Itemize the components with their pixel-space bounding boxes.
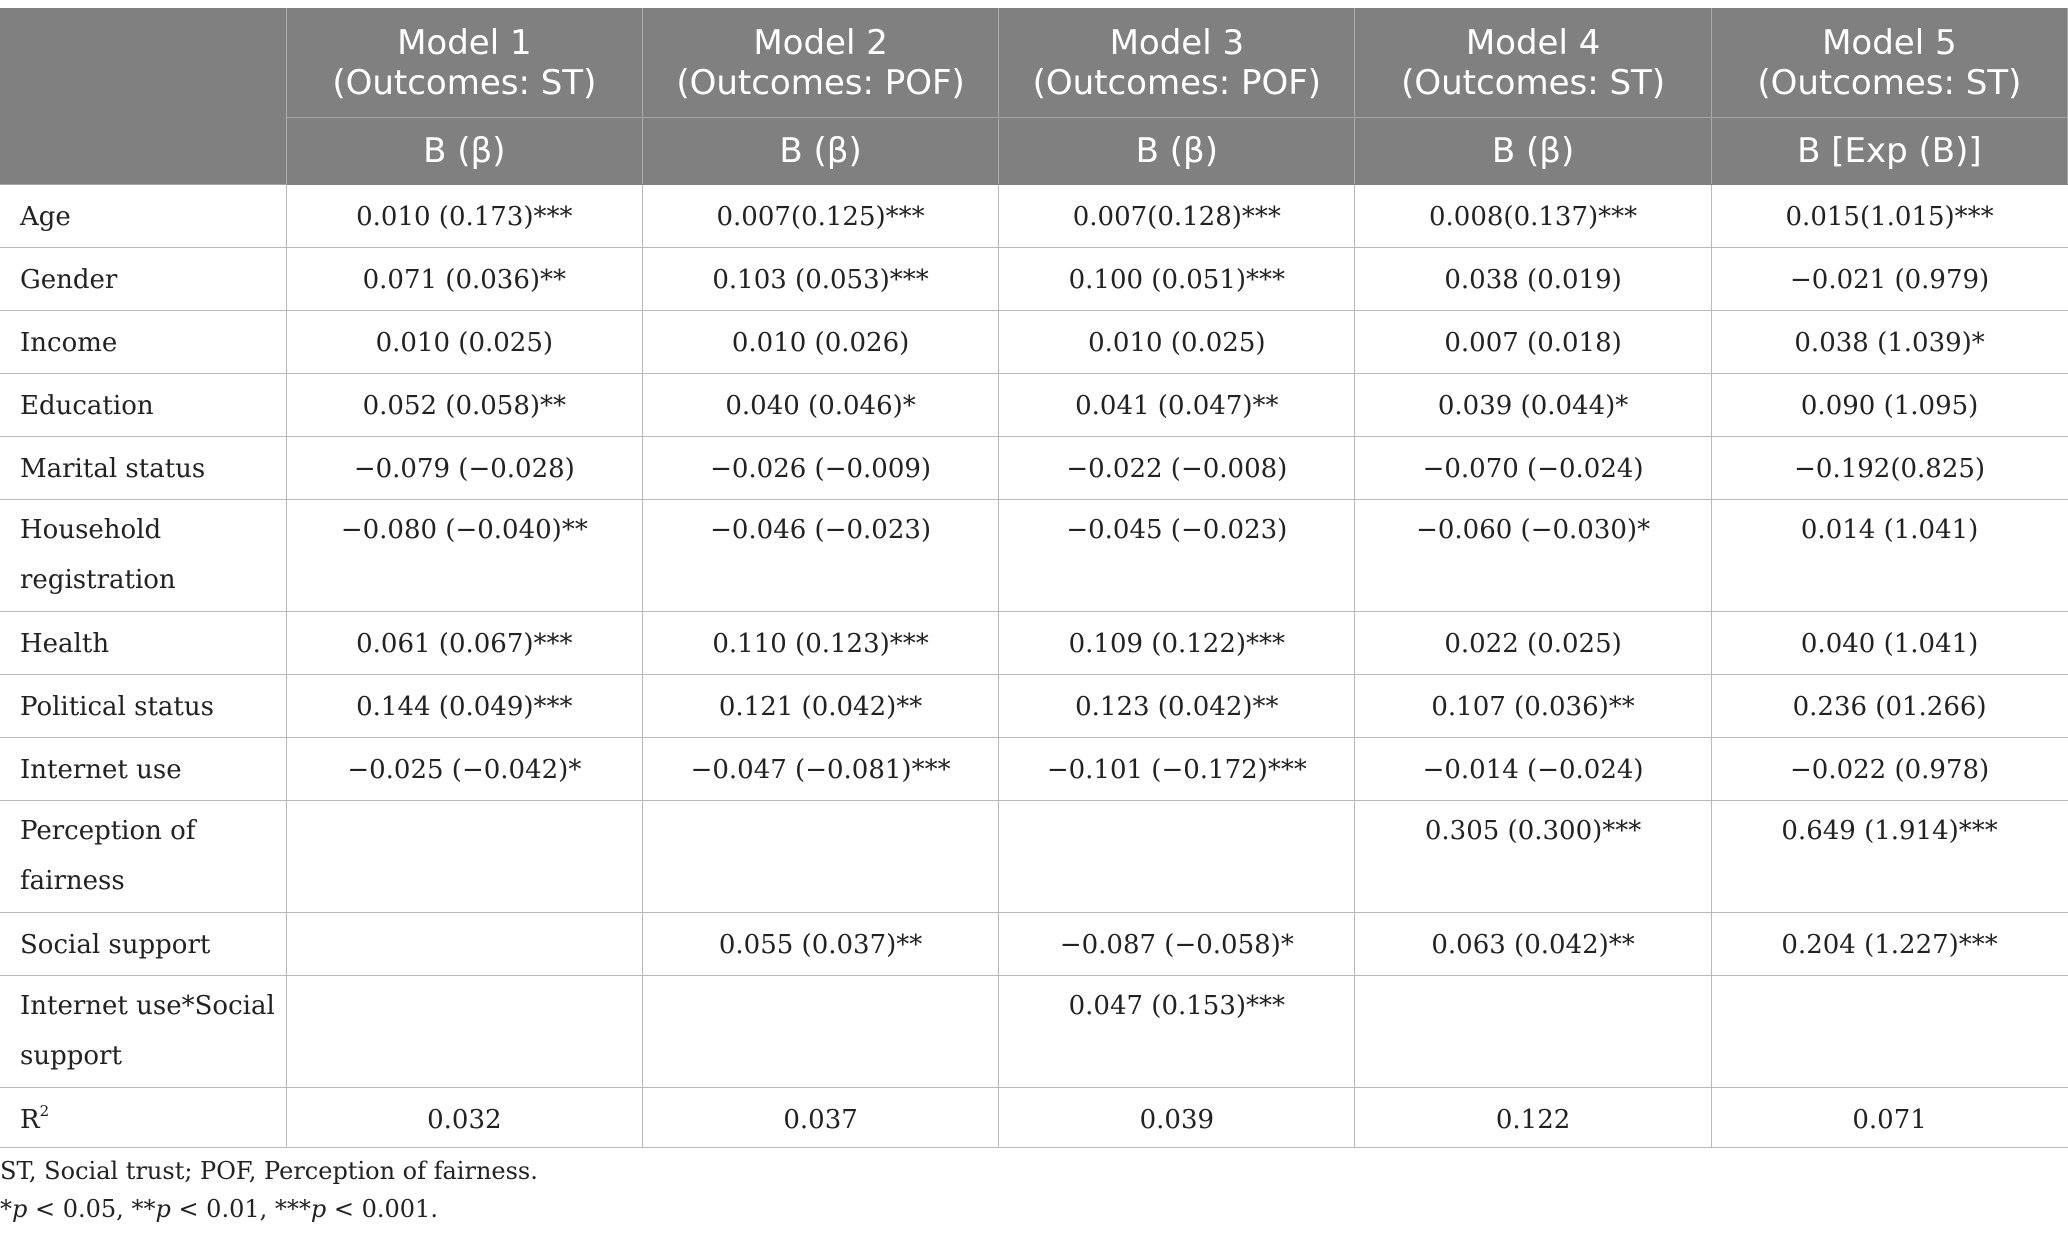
table-cell: −0.025 (−0.042)* xyxy=(286,738,642,801)
row-label: Marital status xyxy=(0,437,286,500)
table-cell: 0.007 (0.018) xyxy=(1355,311,1711,374)
table-cell: 0.123 (0.042)** xyxy=(999,675,1355,738)
table-cell: −0.080 (−0.040)** xyxy=(286,500,642,612)
table-footnotes xyxy=(0,1152,538,1228)
table-cell: 0.144 (0.049)*** xyxy=(286,675,642,738)
table-cell: 0.008(0.137)*** xyxy=(1355,185,1711,248)
table-row xyxy=(0,675,2068,738)
table-cell: −0.022 (−0.008) xyxy=(999,437,1355,500)
table-cell: 0.109 (0.122)*** xyxy=(999,612,1355,675)
row-label: Internet use xyxy=(0,738,286,801)
table-cell: −0.045 (−0.023) xyxy=(999,500,1355,612)
table-cell: −0.060 (−0.030)* xyxy=(1355,500,1711,612)
table-row xyxy=(0,738,2068,801)
header-coef-4: B (β) xyxy=(1355,118,1711,185)
regression-table xyxy=(0,8,2068,1148)
header-model-5 xyxy=(1711,8,2067,118)
table-cell: 0.055 (0.037)** xyxy=(642,913,998,976)
table-body xyxy=(0,185,2068,1148)
table-cell: −0.087 (−0.058)* xyxy=(999,913,1355,976)
row-label: Political status xyxy=(0,675,286,738)
table-cell: 0.022 (0.025) xyxy=(1355,612,1711,675)
header-coef-3: B (β) xyxy=(999,118,1355,185)
table-row-r-squared xyxy=(0,1088,2068,1148)
superscript: 2 xyxy=(39,1102,50,1121)
row-label: Perception of fairness xyxy=(0,801,286,913)
table-row xyxy=(0,801,2068,913)
row-label: Income xyxy=(0,311,286,374)
table-cell: 0.038 (1.039)* xyxy=(1711,311,2067,374)
table-cell xyxy=(286,976,642,1088)
header-corner-cell xyxy=(0,8,286,185)
header-model-4 xyxy=(1355,8,1711,118)
table-cell: 0.100 (0.051)*** xyxy=(999,248,1355,311)
table-cell: −0.079 (−0.028) xyxy=(286,437,642,500)
table-header xyxy=(0,8,2068,185)
table-cell: 0.236 (01.266) xyxy=(1711,675,2067,738)
model-name: Model 1 xyxy=(397,22,532,63)
header-coef-1: B (β) xyxy=(286,118,642,185)
table-cell: 0.040 (0.046)* xyxy=(642,374,998,437)
footnote-abbreviations: ST, Social trust; POF, Perception of fairness. xyxy=(0,1157,538,1185)
table-row xyxy=(0,500,2068,612)
table-cell: −0.014 (−0.024) xyxy=(1355,738,1711,801)
table-cell: 0.110 (0.123)*** xyxy=(642,612,998,675)
table-cell: 0.014 (1.041) xyxy=(1711,500,2067,612)
table-cell: 0.040 (1.041) xyxy=(1711,612,2067,675)
table-cell: 0.010 (0.025) xyxy=(286,311,642,374)
table-cell: 0.122 xyxy=(1355,1088,1711,1148)
table-cell: 0.305 (0.300)*** xyxy=(1355,801,1711,913)
table-cell: 0.052 (0.058)** xyxy=(286,374,642,437)
table-cell xyxy=(1711,976,2067,1088)
table-cell: 0.038 (0.019) xyxy=(1355,248,1711,311)
row-label: Social support xyxy=(0,913,286,976)
model-name: Model 3 xyxy=(1109,22,1245,63)
row-label: Gender xyxy=(0,248,286,311)
header-model-2 xyxy=(642,8,998,118)
table-cell: 0.061 (0.067)*** xyxy=(286,612,642,675)
header-model-3 xyxy=(999,8,1355,118)
model-outcome: (Outcomes: ST) xyxy=(332,62,597,103)
table-cell: 0.121 (0.042)** xyxy=(642,675,998,738)
table-cell: 0.007(0.128)*** xyxy=(999,185,1355,248)
table-cell xyxy=(642,976,998,1088)
table-cell: 0.204 (1.227)*** xyxy=(1711,913,2067,976)
table-cell: 0.071 xyxy=(1711,1088,2067,1148)
table-cell: 0.041 (0.047)** xyxy=(999,374,1355,437)
table-cell: −0.021 (0.979) xyxy=(1711,248,2067,311)
header-coef-5: B [Exp (B)] xyxy=(1711,118,2067,185)
header-model-1 xyxy=(286,8,642,118)
table-cell: 0.015(1.015)*** xyxy=(1711,185,2067,248)
table-cell: 0.007(0.125)*** xyxy=(642,185,998,248)
row-label: Household registration xyxy=(0,500,286,612)
table-cell: −0.026 (−0.009) xyxy=(642,437,998,500)
model-outcome: (Outcomes: ST) xyxy=(1401,62,1666,103)
table-row xyxy=(0,976,2068,1088)
model-name: Model 4 xyxy=(1465,22,1601,63)
table-cell xyxy=(286,801,642,913)
row-label: Age xyxy=(0,185,286,248)
table-cell: −0.101 (−0.172)*** xyxy=(999,738,1355,801)
table-cell: 0.649 (1.914)*** xyxy=(1711,801,2067,913)
header-coef-2: B (β) xyxy=(642,118,998,185)
table-cell: 0.090 (1.095) xyxy=(1711,374,2067,437)
table-cell xyxy=(642,801,998,913)
table-cell: 0.010 (0.025) xyxy=(999,311,1355,374)
model-name: Model 5 xyxy=(1822,22,1957,63)
table-cell: −0.022 (0.978) xyxy=(1711,738,2067,801)
table-row xyxy=(0,311,2068,374)
table-cell: 0.103 (0.053)*** xyxy=(642,248,998,311)
row-label: $R^2$ xyxy=(0,1088,286,1148)
row-label: Internet use*Social support xyxy=(0,976,286,1088)
table-cell: 0.107 (0.036)** xyxy=(1355,675,1711,738)
table-cell: −0.046 (−0.023) xyxy=(642,500,998,612)
table-cell: 0.010 (0.026) xyxy=(642,311,998,374)
table-cell xyxy=(999,801,1355,913)
table-row xyxy=(0,913,2068,976)
table-cell: 0.063 (0.042)** xyxy=(1355,913,1711,976)
model-outcome: (Outcomes: POF) xyxy=(676,62,965,103)
table-row xyxy=(0,185,2068,248)
table-cell: 0.039 xyxy=(999,1088,1355,1148)
table-cell: −0.047 (−0.081)*** xyxy=(642,738,998,801)
regression-table-container xyxy=(0,8,2068,1148)
table-row xyxy=(0,374,2068,437)
table-cell: 0.037 xyxy=(642,1088,998,1148)
model-name: Model 2 xyxy=(753,22,888,63)
model-outcome: (Outcomes: POF) xyxy=(1032,62,1322,103)
table-cell: −0.070 (−0.024) xyxy=(1355,437,1711,500)
table-cell: 0.032 xyxy=(286,1088,642,1148)
table-cell: 0.039 (0.044)* xyxy=(1355,374,1711,437)
table-row xyxy=(0,437,2068,500)
row-label: Health xyxy=(0,612,286,675)
table-cell: 0.010 (0.173)*** xyxy=(286,185,642,248)
footnote-significance: *p < 0.05, **p < 0.01, ***p < 0.001. xyxy=(0,1195,438,1223)
row-label: Education xyxy=(0,374,286,437)
table-row xyxy=(0,612,2068,675)
table-cell: 0.047 (0.153)*** xyxy=(999,976,1355,1088)
model-outcome: (Outcomes: ST) xyxy=(1757,62,2022,103)
table-cell: −0.192(0.825) xyxy=(1711,437,2067,500)
table-row xyxy=(0,248,2068,311)
table-cell xyxy=(286,913,642,976)
table-cell: 0.071 (0.036)** xyxy=(286,248,642,311)
table-cell xyxy=(1355,976,1711,1088)
